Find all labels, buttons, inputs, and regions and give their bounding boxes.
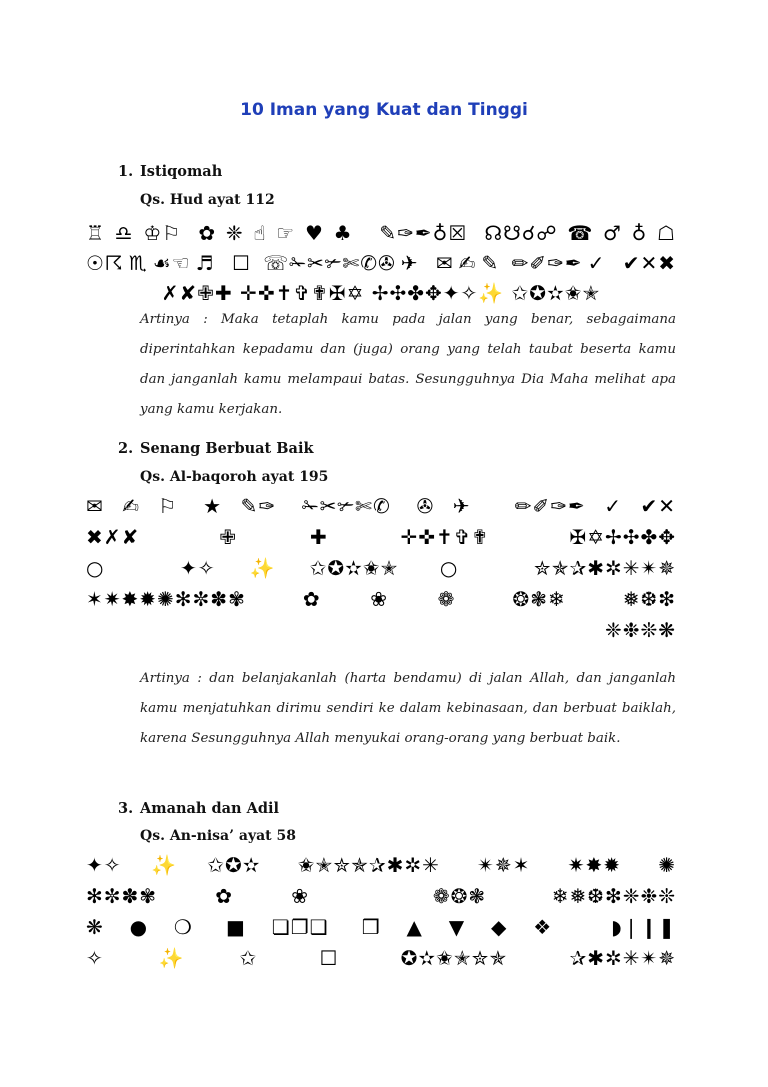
- arabic-verse-line: ✖✗✘ ✙✚✛✜✝✞✟ ✠✡✢✣✤✥: [86, 525, 676, 549]
- translation-text: Artinya : Maka tetaplah kamu pada jalan yang benar, sebagaimana diperintahkan kepadamu dan (juga) orang yang telah taubat beserta kamu dan janganlah kamu melampaui batas. Sesungguhnya Dia Maha melihat apa yang kamu kerjakan.: [140, 312, 676, 417]
- page-title: 10 Iman yang Kuat dan Tinggi: [240, 100, 528, 120]
- arabic-verse-line: ☉☈♏☙☜♬ ☐ ☏✁✂✃✄✆✇✈ ✉✍✎ ✏✐✑✒✓ ✔✕✖: [86, 251, 676, 275]
- verse-reference: Qs. Hud ayat 112: [140, 192, 275, 208]
- arabic-verse-line: ✧✨✩ ☐ ✪✫✬✭✮✯ ✰✱✲✳✴✵: [86, 946, 676, 970]
- section-title: Amanah dan Adil: [140, 800, 280, 817]
- section-number: 3.: [118, 800, 134, 817]
- section-number: 2.: [118, 440, 134, 457]
- section-title: Istiqomah: [140, 163, 223, 180]
- arabic-verse-line: ✶✷✸✹✺✻✼✽✾ ✿❀❁ ❂❃❄ ❅❆❇: [86, 587, 676, 611]
- arabic-verse-line: ✉✍⚐ ★✎✑ ✁✂✃✄✆ ✇✈ ✏✐✑✒✓✔✕: [86, 494, 676, 518]
- section-heading-3: [118, 800, 279, 817]
- arabic-verse-line: ❋●❍ ■❏❐❑ ❒▲▼◆❖ ◗❘❙❚: [86, 915, 676, 939]
- section-title: Senang Berbuat Baik: [140, 440, 314, 457]
- arabic-verse-line: ♖♎♔⚐ ✿❈☝☞♥♣ ✎✑✒♁☒ ☊☋☌☍☎♂♁☖: [86, 221, 676, 245]
- verse-reference: Qs. An-nisa’ ayat 58: [140, 828, 296, 844]
- arabic-verse-line: ○ ✦✧✨✩✪✫✬✭ ○ ✮✯✰✱✲✳✴✵: [86, 556, 676, 580]
- section-heading-1: [118, 163, 222, 180]
- arabic-verse-line: ✗✘✙✚ ✛✜✝✞✟✠✡ ✢✣✤✥✦✧✨ ✩✪✫✬✭: [161, 281, 601, 305]
- arabic-verse-line: ✦✧✨✩✪✫ ✬✭✮✯✰✱✲✳ ✴✵✶ ✷✸✹ ✺: [86, 853, 676, 877]
- arabic-verse-line: ✻✼✽✾✿❀ ❁❂❃ ❄❅❆❇❈❉❊: [86, 884, 676, 908]
- section-number: 1.: [118, 163, 134, 180]
- arabic-verse-line: ❈❉❊❋: [604, 618, 676, 642]
- translation-text: Artinya : dan belanjakanlah (harta bendamu) di jalan Allah, dan janganlah kamu menjatuhkan dirimu sendiri ke dalam kebinasaan, dan berbuat baiklah, karena Sesungguhnya Allah menyukai orang-orang yang berbuat baik.: [140, 671, 676, 746]
- section-heading-2: [118, 440, 314, 457]
- verse-reference: Qs. Al-baqoroh ayat 195: [140, 469, 329, 485]
